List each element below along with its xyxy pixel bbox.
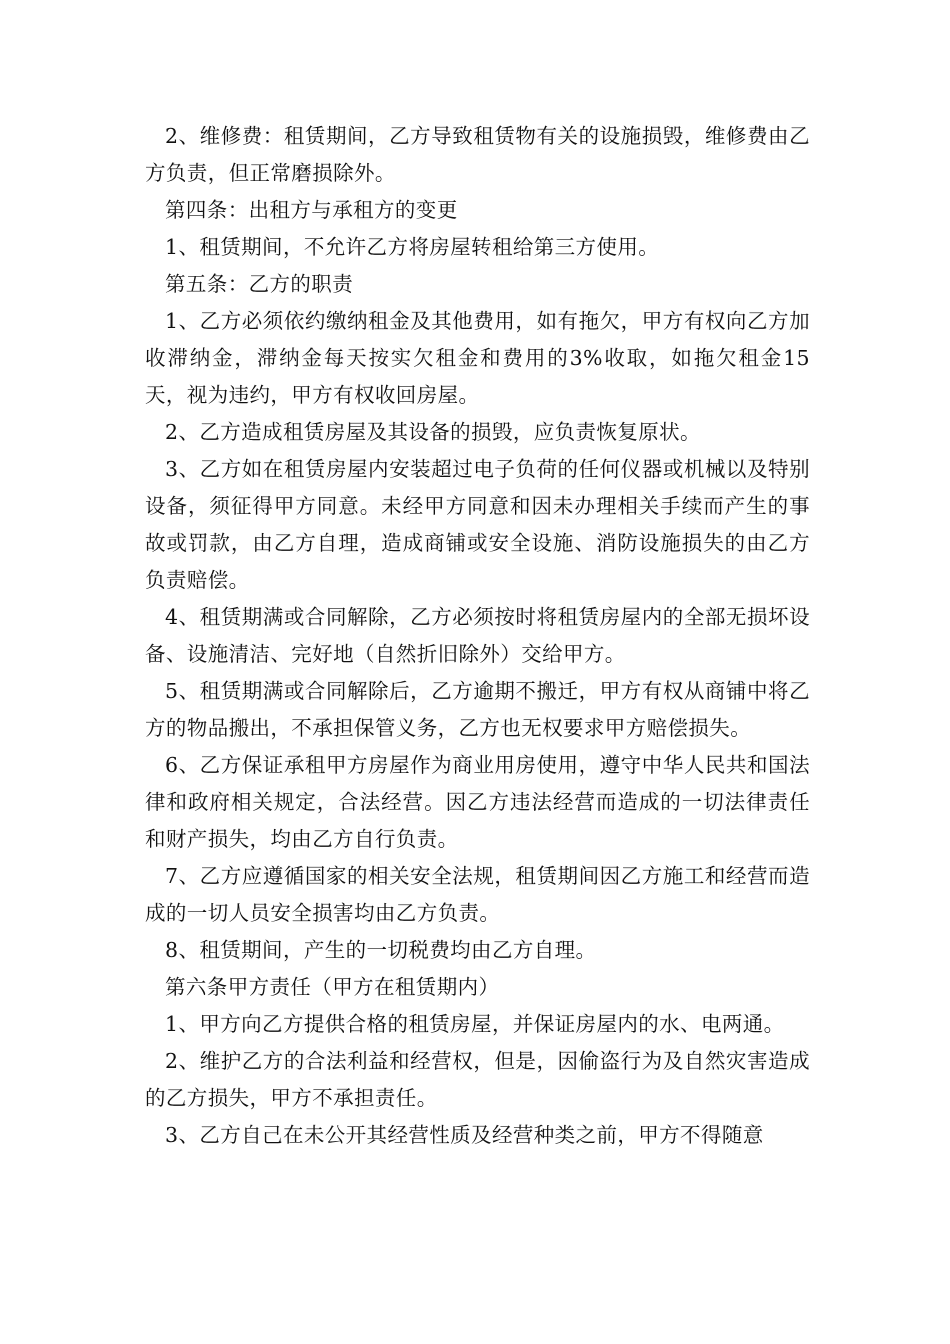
paragraph-repair-fee: 2、维修费：租赁期间，乙方导致租赁物有关的设施损毁，维修费由乙方负责，但正常磨损除外。 xyxy=(145,124,810,185)
paragraph-rent-payment: 1、乙方必须依约缴纳租金及其他费用，如有拖欠，甲方有权向乙方加收滞纳金，滞纳金每天按实欠租金和费用的3%收取，如拖欠租金15天，视为违约，甲方有权收回房屋。 xyxy=(145,309,810,407)
paragraph-damage-restore: 2、乙方造成租赁房屋及其设备的损毁，应负责恢复原状。 xyxy=(165,420,701,444)
paragraph-overdue-move: 5、租赁期满或合同解除后，乙方逾期不搬迁，甲方有权从商铺中将乙方的物品搬出，不承担保管义务，乙方也无权要求甲方赔偿损失。 xyxy=(145,679,810,740)
paragraph-taxes: 8、租赁期间，产生的一切税费均由乙方自理。 xyxy=(165,938,597,962)
paragraph-return-property: 4、租赁期满或合同解除，乙方必须按时将租赁房屋内的全部无损坏设备、设施清洁、完好地（自然折旧除外）交给甲方。 xyxy=(145,605,810,666)
heading-article-6: 第六条甲方责任（甲方在租赁期内） xyxy=(165,975,500,999)
heading-article-4: 第四条：出租方与承租方的变更 xyxy=(165,198,458,222)
paragraph-qualified-property: 1、甲方向乙方提供合格的租赁房屋，并保证房屋内的水、电两通。 xyxy=(165,1012,785,1036)
paragraph-business-nature: 3、乙方自己在未公开其经营性质及经营种类之前，甲方不得随意 xyxy=(165,1123,764,1147)
document-body xyxy=(145,118,810,1154)
paragraph-commercial-use: 6、乙方保证承租甲方房屋作为商业用房使用，遵守中华人民共和国法律和政府相关规定，合法经营。因乙方违法经营而造成的一切法律责任和财产损失，均由乙方自行负责。 xyxy=(145,753,810,851)
paragraph-safety-rules: 7、乙方应遵循国家的相关安全法规，租赁期间因乙方施工和经营而造成的一切人员安全损害均由乙方负责。 xyxy=(145,864,810,925)
paragraph-no-sublet: 1、租赁期间，不允许乙方将房屋转租给第三方使用。 xyxy=(165,235,660,259)
heading-article-5: 第五条：乙方的职责 xyxy=(165,272,354,296)
paragraph-equipment-install: 3、乙方如在租赁房屋内安装超过电子负荷的任何仪器或机械以及特别设备，须征得甲方同意。未经甲方同意和因未办理相关手续而产生的事故或罚款，由乙方自理，造成商铺或安全设施、消防设施损失的由乙方负责赔偿。 xyxy=(145,457,810,592)
paragraph-lawful-interests: 2、维护乙方的合法利益和经营权，但是，因偷盗行为及自然灾害造成的乙方损失，甲方不承担责任。 xyxy=(145,1049,810,1110)
